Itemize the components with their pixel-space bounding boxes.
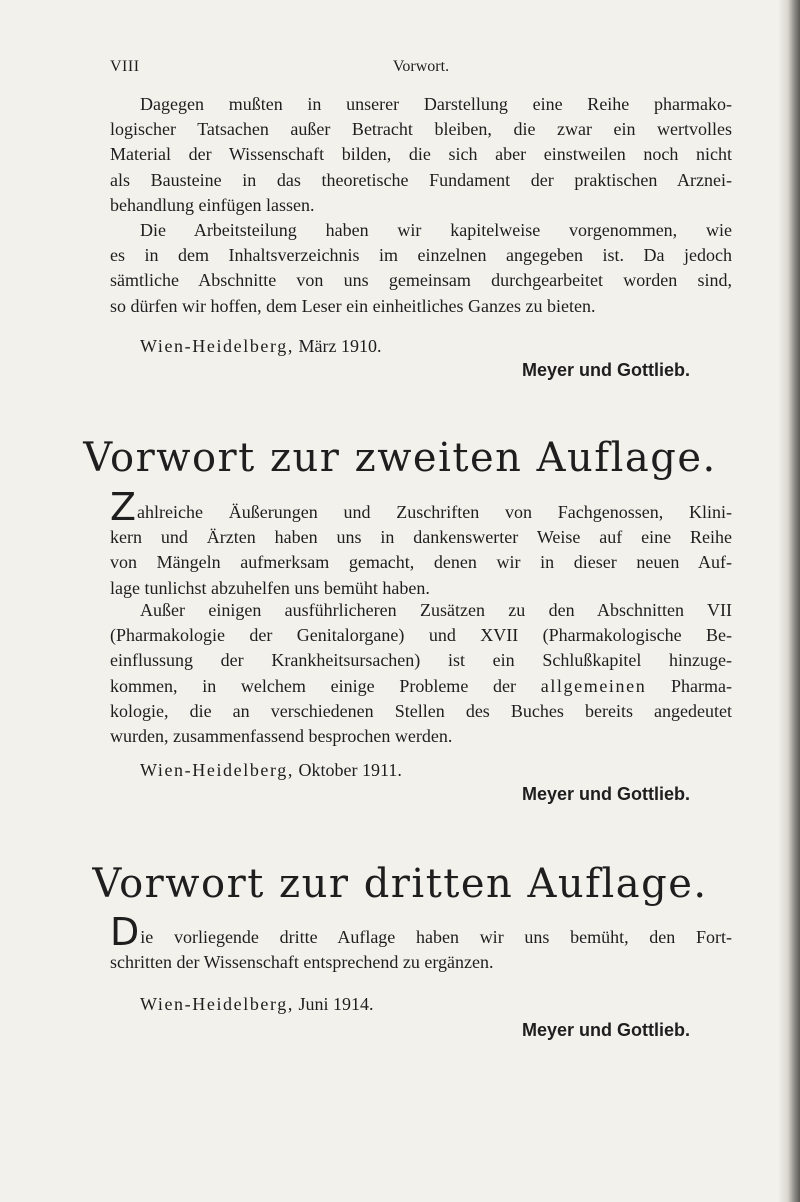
text-fragment: Pharma- [671, 675, 732, 696]
second-preface-paragraph-2 [110, 598, 732, 749]
third-preface-place-date [140, 992, 374, 1016]
text-line: wurden, zusammenfassend besprochen werden. [110, 726, 453, 747]
date: Juni 1914. [298, 994, 374, 1014]
date: März 1910. [298, 336, 382, 356]
date: Oktober 1911. [298, 760, 402, 780]
text-line: schritten der Wissenschaft entsprechend zu ergänzen. [110, 952, 494, 973]
text-line: Dagegen mußten in unserer Darstellung eine Reihe pharmako- [140, 94, 732, 114]
emphasized-word: allgemeinen [540, 675, 647, 696]
text-line: logischer Tatsachen außer Betracht bleiben, die zwar ein wertvolles [110, 119, 732, 140]
text-line: von Mängeln aufmerksam gemacht, denen wir in dieser neuen Auf- [110, 552, 732, 573]
text-line: kologie, die an verschiedenen Stellen des Buches bereits angedeutet [110, 700, 732, 721]
text-line: lage tunlichst abzuhelfen uns bemüht haben. [110, 577, 430, 598]
dropcap: D [110, 910, 140, 954]
first-preface-paragraph-1 [110, 92, 732, 218]
second-preface-place-date [140, 758, 402, 782]
text-line: (Pharmakologie der Genitalorgane) und XVII (Pharmakologische Be- [110, 625, 732, 646]
text-line: sämtliche Abschnitte von uns gemeinsam durchgearbeitet worden sind, [110, 270, 732, 291]
text-line: Material der Wissenschaft bilden, die sich aber einstweilen noch nicht [110, 144, 732, 165]
third-preface-signature: Meyer und Gottlieb. [521, 1020, 690, 1040]
place: Wien-Heidelberg, [140, 336, 294, 356]
page-number: VIII [110, 58, 140, 75]
second-preface-title: Vorwort zur zweiten Auflage. [83, 435, 717, 481]
text-line: einflussung der Krankheitsursachen) ist ein Schlußkapitel hinzuge- [110, 650, 732, 671]
text-line: Außer einigen ausführlicheren Zusätzen zu den Abschnitten VII [140, 600, 732, 620]
second-preface-signature: Meyer und Gottlieb. [521, 784, 690, 804]
text-line-rest: ie vorliegende dritte Auflage haben wir uns bemüht, den Fort- [140, 927, 732, 947]
text-line-rest: ahlreiche Äußerungen und Zuschriften von Fachgenossen, Klini- [137, 502, 732, 522]
text-line [110, 910, 732, 954]
dropcap: Z [110, 485, 137, 529]
third-preface-title: Vorwort zur dritten Auflage. [92, 861, 708, 907]
text-line: als Bausteine in das theoretische Fundament der praktischen Arznei- [110, 169, 732, 190]
first-preface-place-date [140, 334, 381, 358]
second-preface-paragraph-1 [110, 485, 732, 601]
running-head: Vorwort. [392, 58, 450, 75]
text-line: es in dem Inhaltsverzeichnis im einzelnen angegeben ist. Da jedoch [110, 245, 732, 266]
third-preface-paragraph-1 [110, 910, 732, 975]
page-header [110, 58, 732, 82]
text-line: so dürfen wir hoffen, dem Leser ein einheitliches Ganzes zu bieten. [110, 295, 596, 316]
first-preface-paragraph-2 [110, 218, 732, 319]
text-line: kern und Ärzten haben uns in dankenswerter Weise auf eine Reihe [110, 527, 732, 548]
text-line [110, 485, 732, 529]
text-line: Die Arbeitsteilung haben wir kapitelweise vorgenommen, wie [140, 220, 732, 240]
page-edge-shadow [778, 0, 800, 1202]
text-line [110, 674, 732, 699]
place: Wien-Heidelberg, [140, 760, 294, 780]
place: Wien-Heidelberg, [140, 994, 294, 1014]
first-preface-signature: Meyer und Gottlieb. [521, 360, 690, 380]
text-fragment: kommen, in welchem einige Probleme der [110, 675, 517, 696]
text-line: behandlung einfügen lassen. [110, 194, 315, 215]
